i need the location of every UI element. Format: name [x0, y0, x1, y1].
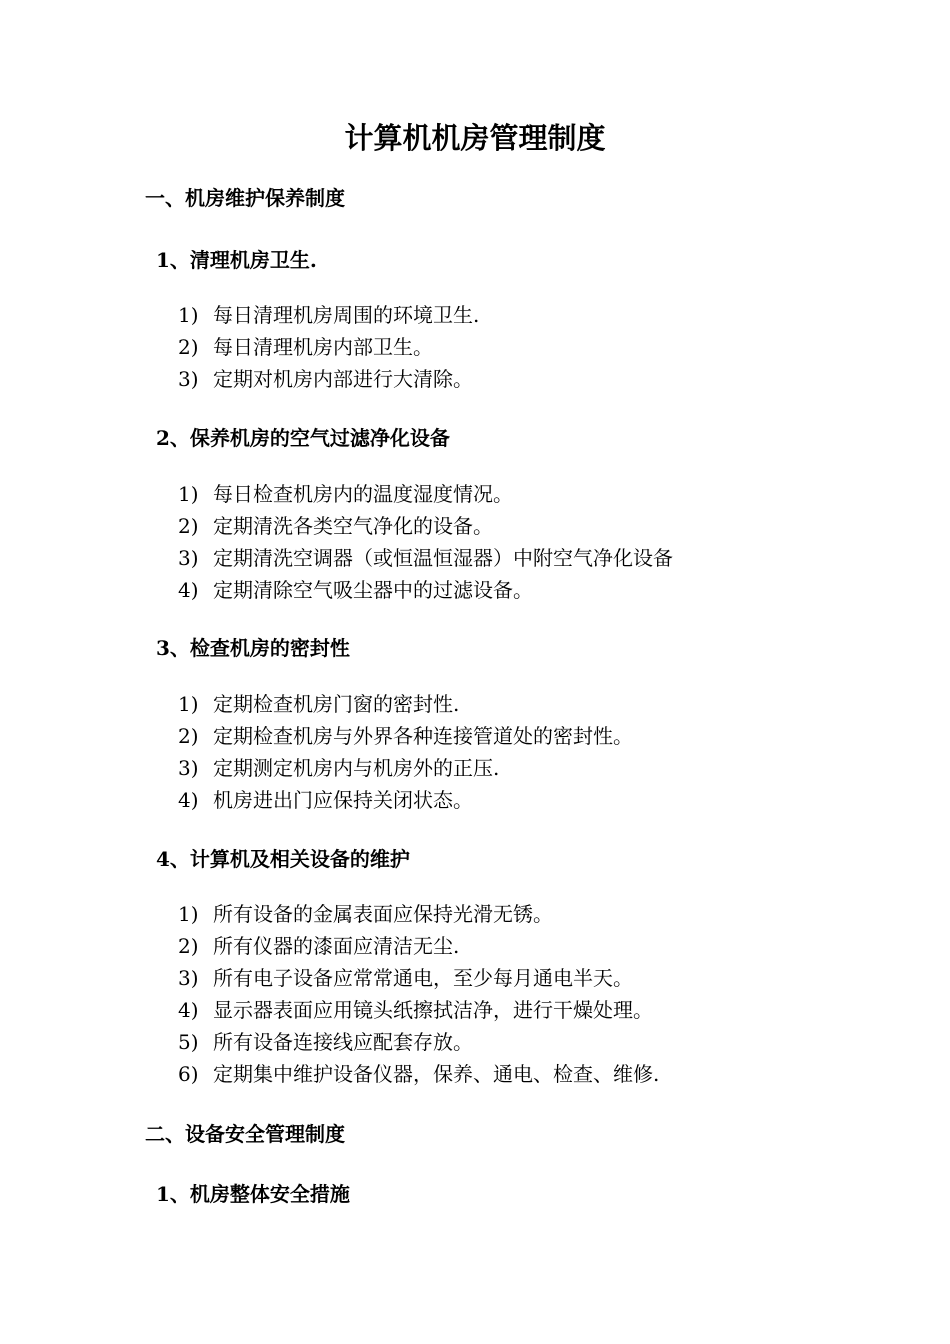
item-number: 3)	[178, 756, 199, 780]
list-item	[178, 720, 633, 752]
item-text: 定期集中维护设备仪器，保养、通电、检查、维修.	[213, 1062, 660, 1086]
item-text: 显示器表面应用镜头纸擦拭洁净，进行干燥处理。	[213, 998, 653, 1022]
list-item	[178, 898, 659, 930]
item-text: 定期检查机房与外界各种连接管道处的密封性。	[213, 724, 633, 748]
item-text: 所有设备的金属表面应保持光滑无锈。	[213, 902, 553, 926]
item-text: 所有仪器的漆面应清洁无尘.	[213, 934, 460, 958]
item-text: 所有设备连接线应配套存放。	[213, 1030, 473, 1054]
item-text: 机房进出门应保持关闭状态。	[213, 788, 473, 812]
sealing-item-list	[178, 688, 633, 816]
item-number: 4)	[178, 788, 199, 812]
item-text: 定期清洗空调器（或恒温恒湿器）中附空气净化设备	[213, 546, 673, 570]
subsection-heading-air-filtration: 2、保养机房的空气过滤净化设备	[156, 426, 450, 450]
subsection-heading-equipment-maintenance: 4、计算机及相关设备的维护	[156, 847, 410, 871]
item-text: 所有电子设备应常常通电，至少每月通电半天。	[213, 966, 633, 990]
item-number: 4)	[178, 578, 199, 602]
list-item	[178, 478, 673, 510]
list-item	[178, 331, 479, 363]
subsection-heading-overall-safety: 1、机房整体安全措施	[156, 1182, 350, 1206]
item-number: 2)	[178, 335, 199, 359]
list-item	[178, 510, 673, 542]
subsection-heading-cleaning: 1、清理机房卫生.	[156, 248, 317, 272]
item-number: 3)	[178, 966, 199, 990]
item-number: 2)	[178, 724, 199, 748]
item-number: 1)	[178, 902, 199, 926]
item-number: 6)	[178, 1062, 199, 1086]
item-text: 定期测定机房内与机房外的正压.	[213, 756, 500, 780]
list-item	[178, 1058, 659, 1090]
equipment-maintenance-item-list	[178, 898, 659, 1090]
list-item	[178, 363, 479, 395]
document-title: 计算机机房管理制度	[344, 121, 606, 155]
item-number: 3)	[178, 367, 199, 391]
list-item	[178, 542, 673, 574]
list-item	[178, 688, 633, 720]
item-text: 定期对机房内部进行大清除。	[213, 367, 473, 391]
list-item	[178, 574, 673, 606]
item-number: 1)	[178, 303, 199, 327]
air-filtration-item-list	[178, 478, 673, 606]
list-item	[178, 930, 659, 962]
list-item	[178, 752, 633, 784]
item-number: 2)	[178, 934, 199, 958]
item-number: 1)	[178, 482, 199, 506]
list-item	[178, 299, 479, 331]
item-text: 定期清除空气吸尘器中的过滤设备。	[213, 578, 533, 602]
subsection-heading-sealing: 3、检查机房的密封性	[156, 636, 350, 660]
item-number: 2)	[178, 514, 199, 538]
section-heading-equipment-safety: 二、设备安全管理制度	[145, 1122, 345, 1146]
item-text: 定期清洗各类空气净化的设备。	[213, 514, 493, 538]
item-number: 3)	[178, 546, 199, 570]
list-item	[178, 784, 633, 816]
list-item	[178, 962, 659, 994]
item-number: 1)	[178, 692, 199, 716]
section-heading-maintenance: 一、机房维护保养制度	[145, 186, 345, 210]
item-number: 4)	[178, 998, 199, 1022]
list-item	[178, 1026, 659, 1058]
item-text: 每日检查机房内的温度湿度情况。	[213, 482, 513, 506]
list-item	[178, 994, 659, 1026]
item-text: 每日清理机房周围的环境卫生.	[213, 303, 480, 327]
item-number: 5)	[178, 1030, 199, 1054]
item-text: 定期检查机房门窗的密封性.	[213, 692, 460, 716]
item-text: 每日清理机房内部卫生。	[213, 335, 433, 359]
cleaning-item-list	[178, 299, 479, 395]
